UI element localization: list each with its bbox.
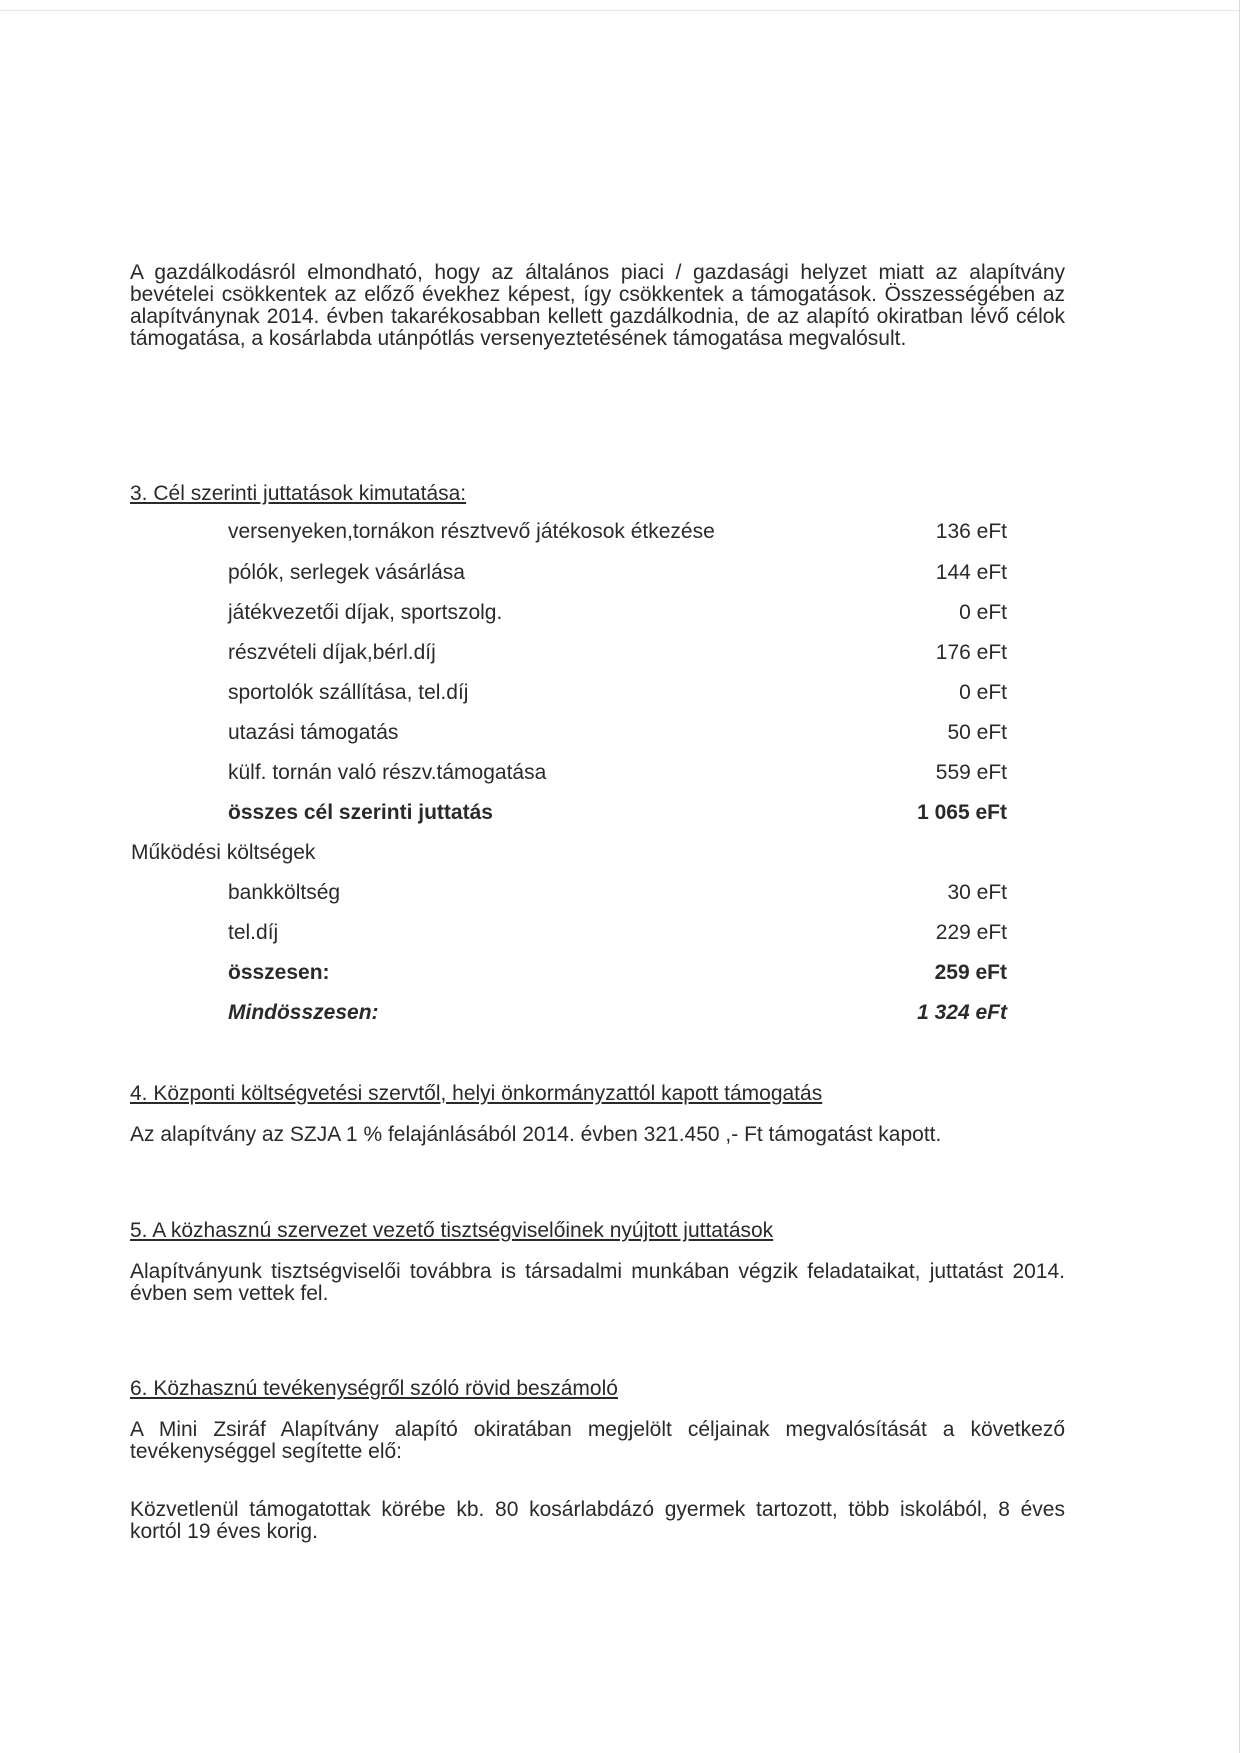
juttatas-row-value: 0 eFt xyxy=(959,601,1007,624)
section6-text: A Mini Zsiráf Alapítvány alapító okiratában megjelölt céljainak megvalósítását a következő tevékenységgel segítette elő: xyxy=(130,1418,1065,1463)
juttatas-row-label: játékvezetői díjak, sportszolg. xyxy=(228,601,503,624)
juttatas-row-value: 136 eFt xyxy=(935,520,1007,543)
grand-total-label: Mindösszesen: xyxy=(228,1001,379,1024)
juttatas-row-value: 50 eFt xyxy=(947,721,1007,744)
scan-edge-top xyxy=(0,10,1240,11)
operating-row-value: 30 eFt xyxy=(947,881,1007,904)
juttatas-row-value: 144 eFt xyxy=(935,561,1007,584)
operating-total-value: 259 eFt xyxy=(934,961,1007,984)
section3-heading: 3. Cél szerinti juttatások kimutatása: xyxy=(130,482,467,505)
grand-total-value: 1 324 eFt xyxy=(917,1001,1007,1024)
operating-row-value: 229 eFt xyxy=(935,921,1007,944)
juttatas-row-value: 176 eFt xyxy=(935,641,1007,664)
section4-text: Az alapítvány az SZJA 1 % felajánlásából 2014. évben 321.450 ,- Ft támogatást kapott. xyxy=(130,1123,942,1146)
juttatas-row-value: 559 eFt xyxy=(935,761,1007,784)
operating-row-label: bankköltség xyxy=(228,881,341,904)
section5-text: Alapítványunk tisztségviselői továbbra is társadalmi munkában végzik feladataikat, juttatást 2014. évben sem vettek fel. xyxy=(130,1260,1065,1305)
intro-paragraph: A gazdálkodásról elmondható, hogy az általános piaci / gazdasági helyzet miatt az alapítvány bevételei csökkentek az előző évekhez képest, így csökkentek a támogatások. Összességében az alapítványnak 2014. évben takarékosabban kellett gazdálkodnia, de az alapító okiratban lévő célok támogatása, a kosárlabda utánpótlás versenyeztetésének támogatása megvalósult. xyxy=(130,261,1065,350)
juttatas-row-label: utazási támogatás xyxy=(228,721,399,744)
operating-costs-heading: Működési költségek xyxy=(131,841,316,864)
juttatas-row-label: sportolók szállítása, tel.díj xyxy=(228,681,469,704)
juttatas-row-label: részvételi díjak,bérl.díj xyxy=(228,641,436,664)
juttatas-row-label: külf. tornán való részv.támogatása xyxy=(228,761,547,784)
operating-row-label: tel.díj xyxy=(228,921,279,944)
section6-text: Közvetlenül támogatottak körébe kb. 80 kosárlabdázó gyermek tartozott, több iskolából, 8 éves kortól 19 éves korig. xyxy=(130,1498,1065,1543)
section4-heading: 4. Központi költségvetési szervtől, helyi önkormányzattól kapott támogatás xyxy=(130,1082,823,1105)
juttatas-total-value: 1 065 eFt xyxy=(917,801,1007,824)
juttatas-total-label: összes cél szerinti juttatás xyxy=(228,801,493,824)
section5-heading: 5. A közhasznú szervezet vezető tisztségviselőinek nyújtott juttatások xyxy=(130,1219,774,1242)
juttatas-row-value: 0 eFt xyxy=(959,681,1007,704)
juttatas-row-label: versenyeken,tornákon résztvevő játékosok étkezése xyxy=(228,520,715,543)
operating-total-label: összesen: xyxy=(228,961,330,984)
juttatas-row-label: pólók, serlegek vásárlása xyxy=(228,561,465,584)
section6-heading: 6. Közhasznú tevékenységről szóló rövid beszámoló xyxy=(130,1377,618,1400)
